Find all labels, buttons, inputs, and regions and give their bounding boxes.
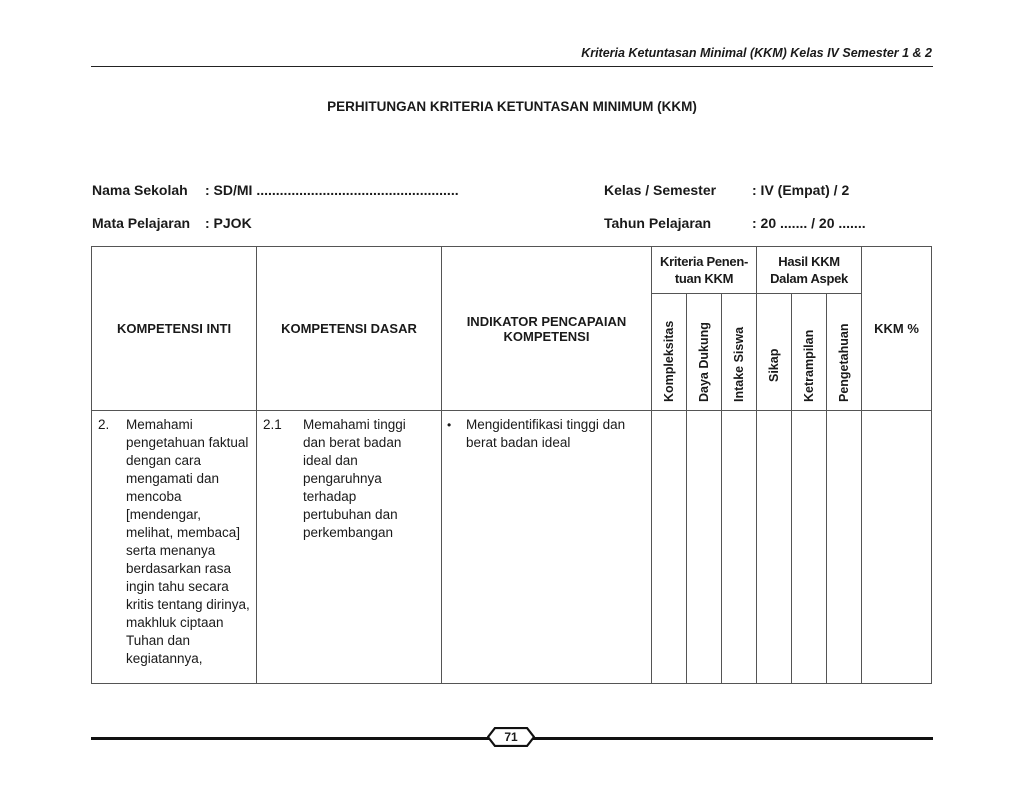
indikator-cell: [442, 411, 652, 684]
ketrampilan-cell: [792, 411, 827, 684]
class-label: Kelas / Semester: [604, 182, 717, 198]
header-daya-dukung: [687, 294, 722, 411]
header-kompleksitas: [652, 294, 687, 411]
pengetahuan-cell: [827, 411, 862, 684]
running-header: Kriteria Ketuntasan Minimal (KKM) Kelas IV Semester 1 & 2: [581, 46, 932, 60]
header-indikator-label: INDIKATOR PENCAPAIAN KOMPETENSI: [466, 313, 627, 344]
header-hasil-group: [757, 247, 862, 294]
daya-dukung-cell: [687, 411, 722, 684]
header-kompetensi-inti: KOMPETENSI INTI: [92, 247, 257, 411]
year-value: : 20 ....... / 20 .......: [752, 215, 866, 231]
sikap-cell: [757, 411, 792, 684]
pengetahuan-label: Pengetahuan: [837, 323, 852, 402]
header-sikap: [757, 294, 792, 411]
page-number: 71: [504, 730, 518, 744]
class-value: : IV (Empat) / 2: [752, 182, 850, 198]
kompleksitas-cell: [652, 411, 687, 684]
school-label: Nama Sekolah: [92, 182, 188, 198]
header-kompetensi-dasar: KOMPETENSI DASAR: [257, 247, 442, 411]
daya-dukung-label: Daya Dukung: [697, 322, 711, 402]
header-rule: [91, 66, 933, 67]
table-row: [92, 411, 932, 684]
header-kkm-percent: KKM %: [862, 247, 932, 411]
kd-text: Memahami tinggi dan berat badan ideal dan pengaruhnya terhadap pertubuhan dan perkembangan: [303, 417, 406, 540]
ki-number: 2.: [98, 417, 110, 432]
ketrampilan-label: Ketrampilan: [802, 329, 817, 402]
header-kriteria-group: [652, 247, 757, 294]
kkm-table: [91, 246, 932, 684]
intake-siswa-label: Intake Siswa: [732, 326, 747, 402]
kriteria-group-label: Kriteria Penen-tuan KKM: [660, 254, 748, 286]
hasil-group-label: Hasil KKM Dalam Aspek: [770, 254, 848, 286]
indikator-text: Mengidentifikasi tinggi dan berat badan ideal: [466, 417, 626, 450]
ki-text: Memahami pengetahuan faktual dengan cara mengamati dan mencoba [mendengar, melihat, membaca] serta menanya berdasarkan rasa ingin tahu secara kritis tentang dirinya, makhluk ciptaan Tuhan dan kegiatannya,: [126, 417, 250, 666]
school-value: : SD/MI ....................................................: [205, 182, 459, 198]
kompleksitas-label: Kompleksitas: [662, 320, 676, 402]
document-title: PERHITUNGAN KRITERIA KETUNTASAN MINIMUM (KKM): [327, 99, 697, 114]
sikap-label: Sikap: [767, 348, 782, 382]
footer-rule-left: [91, 737, 489, 740]
header-intake-siswa: [722, 294, 757, 411]
bullet-icon: •: [447, 418, 452, 432]
kkm-percent-cell: [862, 411, 932, 684]
kd-number: 2.1: [263, 417, 282, 432]
kd-cell: [257, 411, 442, 684]
intake-siswa-cell: [722, 411, 757, 684]
header-indikator: [442, 247, 652, 411]
ki-cell: [92, 411, 257, 684]
header-pengetahuan: [827, 294, 862, 411]
subject-label: Mata Pelajaran: [92, 215, 191, 231]
year-label: Tahun Pelajaran: [604, 215, 712, 231]
footer-rule-right: [533, 737, 933, 740]
header-ketrampilan: [792, 294, 827, 411]
subject-value: : PJOK: [205, 215, 252, 231]
